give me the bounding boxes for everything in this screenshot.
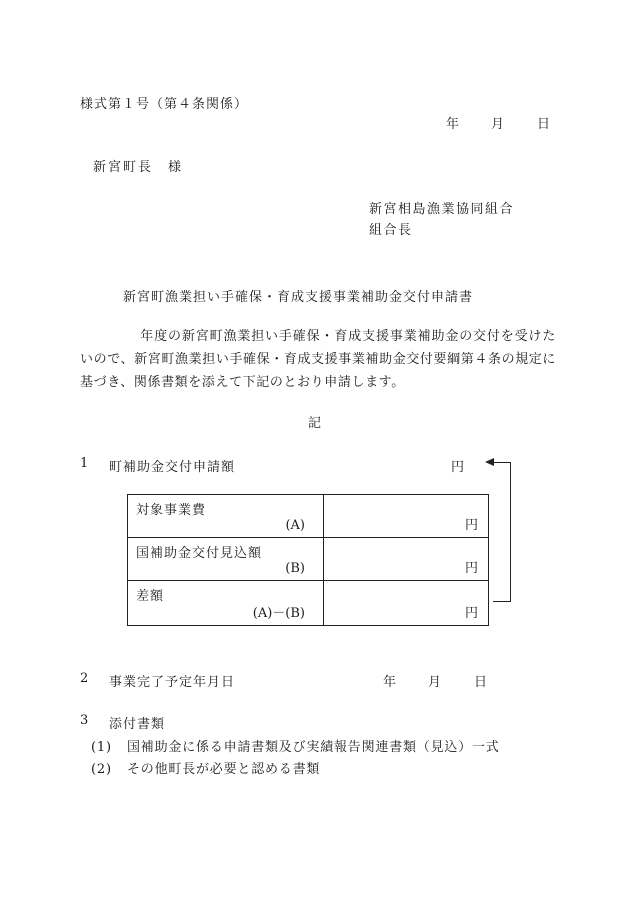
table-label-cell <box>128 581 324 625</box>
item2-number: 2 <box>80 671 89 686</box>
row-unit: 円 <box>464 606 478 621</box>
item1-number: 1 <box>80 456 89 471</box>
sender-organization: 新宮相島漁業協同組合 <box>369 202 515 217</box>
table-value-cell[interactable] <box>324 581 488 625</box>
arrow-bracket <box>493 462 511 602</box>
item2-day-label: 日 <box>474 675 488 690</box>
attachment-item <box>91 758 320 777</box>
row-label: 対象事業費 <box>136 503 207 518</box>
attachment-text: 国補助金に係る申請書類及び実績報告関連書類（見込）一式 <box>127 740 500 755</box>
row-unit: 円 <box>464 561 478 576</box>
table-value-cell[interactable] <box>324 495 488 537</box>
amount-table <box>127 494 489 626</box>
attachment-num: (1) <box>91 740 112 755</box>
attachment-text: その他町長が必要と認める書類 <box>127 762 321 777</box>
item1-label: 町補助金交付申請額 <box>109 460 236 475</box>
item3-number: 3 <box>80 713 89 728</box>
row-sub-label: (A) <box>285 518 305 533</box>
sender-title: 組合長 <box>369 223 413 238</box>
table-label-cell <box>128 538 324 580</box>
row-label: 差額 <box>136 589 165 604</box>
arrow-left-icon <box>485 458 494 466</box>
attachment-num: (2) <box>91 762 112 777</box>
body-text: 年度の新宮町漁業担い手確保・育成支援事業補助金の交付を受けたいので、新宮町漁業担い手確保・育成支援事業補助金交付要綱第４条の規定に基づき、関係書類を添えて下記のとおり申請します。 <box>80 329 556 390</box>
table-value-cell[interactable] <box>324 538 488 580</box>
item2-label: 事業完了予定年月日 <box>109 675 236 690</box>
addressee: 新宮町長 様 <box>93 160 184 175</box>
item2-year-label: 年 <box>383 675 397 690</box>
body-paragraph <box>80 325 556 394</box>
table-row <box>128 581 488 625</box>
date-day-label: 日 <box>537 117 551 132</box>
item1-unit: 円 <box>451 460 465 475</box>
row-label: 国補助金交付見込額 <box>136 546 263 561</box>
date-month-label: 月 <box>491 117 505 132</box>
document-title: 新宮町漁業担い手確保・育成支援事業補助金交付申請書 <box>123 290 474 305</box>
form-label: 様式第１号（第４条関係） <box>80 97 249 112</box>
ki-heading: 記 <box>308 416 322 431</box>
row-unit: 円 <box>464 518 478 533</box>
attachment-item <box>91 736 500 755</box>
table-row <box>128 495 488 538</box>
item3-label: 添付書類 <box>109 717 166 732</box>
table-row <box>128 538 488 581</box>
table-label-cell <box>128 495 324 537</box>
item2-month-label: 月 <box>428 675 442 690</box>
date-year-label: 年 <box>446 117 460 132</box>
row-sub-label: (B) <box>285 561 305 576</box>
row-sub-label: (A)－(B) <box>252 606 305 621</box>
